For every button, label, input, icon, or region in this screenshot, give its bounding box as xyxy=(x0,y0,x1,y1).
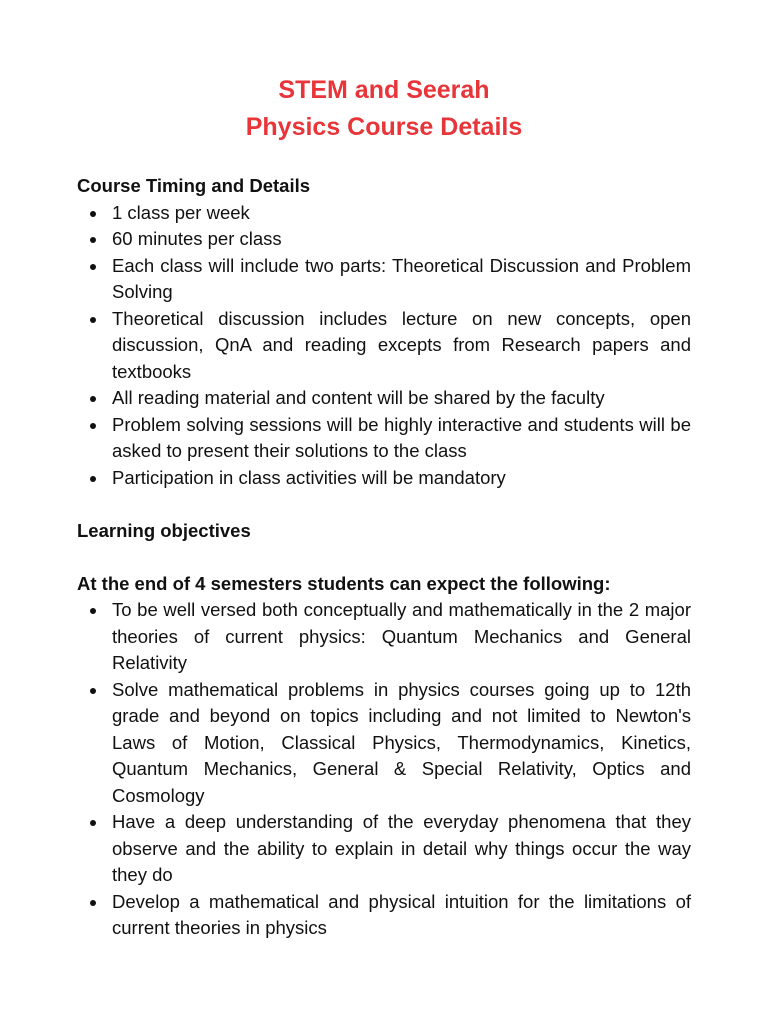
bullet-icon xyxy=(90,423,96,429)
list-item-text: Solve mathematical problems in physics courses going up to 12th grade and beyond on topics including and not limited to Newton's Laws of Motion, Classical Physics, Thermodynamics, Kinetics, Quantum Mechanics, General & Special Relativity, Optics and Cosmology xyxy=(112,678,691,806)
bullet-icon xyxy=(90,396,96,402)
bullet-icon xyxy=(90,688,96,694)
objectives-heading: Learning objectives xyxy=(77,519,251,541)
bullet-icon xyxy=(90,900,96,906)
bullet-icon xyxy=(90,476,96,482)
document-page xyxy=(77,72,691,942)
list-item xyxy=(77,677,691,810)
spacer xyxy=(77,491,691,518)
list-item xyxy=(77,306,691,386)
list-item-text: 1 class per week xyxy=(112,201,250,223)
bullet-icon xyxy=(90,264,96,270)
list-item xyxy=(77,809,691,889)
list-item xyxy=(77,597,691,677)
bullet-icon xyxy=(90,237,96,243)
document-title: STEM and Seerah xyxy=(278,76,490,104)
list-item-text: Each class will include two parts: Theoretical Discussion and Problem Solving xyxy=(112,254,691,302)
bullet-icon xyxy=(90,317,96,323)
spacer xyxy=(77,544,691,571)
bullet-icon xyxy=(90,608,96,614)
list-item-text: Theoretical discussion includes lecture on new concepts, open discussion, QnA and reading excepts from Research papers and textbooks xyxy=(112,307,691,382)
timing-heading: Course Timing and Details xyxy=(77,175,311,196)
bullet-icon xyxy=(90,211,96,217)
document-subtitle: Physics Course Details xyxy=(245,113,523,141)
list-item-text: Develop a mathematical and physical intuition for the limitations of current theories in physics xyxy=(112,890,691,938)
list-item xyxy=(77,385,691,412)
list-item-text: To be well versed both conceptually and mathematically in the 2 major theories of current physics: Quantum Mechanics and General Relativity xyxy=(112,599,691,673)
list-item-text: Problem solving sessions will be highly interactive and students will be asked to present their solutions to the class xyxy=(112,413,691,461)
objectives-subheading: At the end of 4 semesters students can expect the following: xyxy=(77,572,611,594)
list-item-text: Have a deep understanding of the everyday phenomena that they observe and the ability to explain in detail why things occur the way they do xyxy=(112,811,691,885)
list-item xyxy=(77,253,691,306)
timing-list xyxy=(77,200,691,492)
objectives-list xyxy=(77,597,691,942)
list-item xyxy=(77,226,691,253)
list-item-text: Participation in class activities will be mandatory xyxy=(112,466,506,488)
list-item xyxy=(77,412,691,465)
list-item-text: 60 minutes per class xyxy=(112,228,282,249)
list-item-text: All reading material and content will be shared by the faculty xyxy=(112,387,605,408)
title-block xyxy=(77,72,691,146)
list-item xyxy=(77,200,691,227)
list-item xyxy=(77,465,691,492)
bullet-icon xyxy=(90,820,96,826)
list-item xyxy=(77,889,691,942)
